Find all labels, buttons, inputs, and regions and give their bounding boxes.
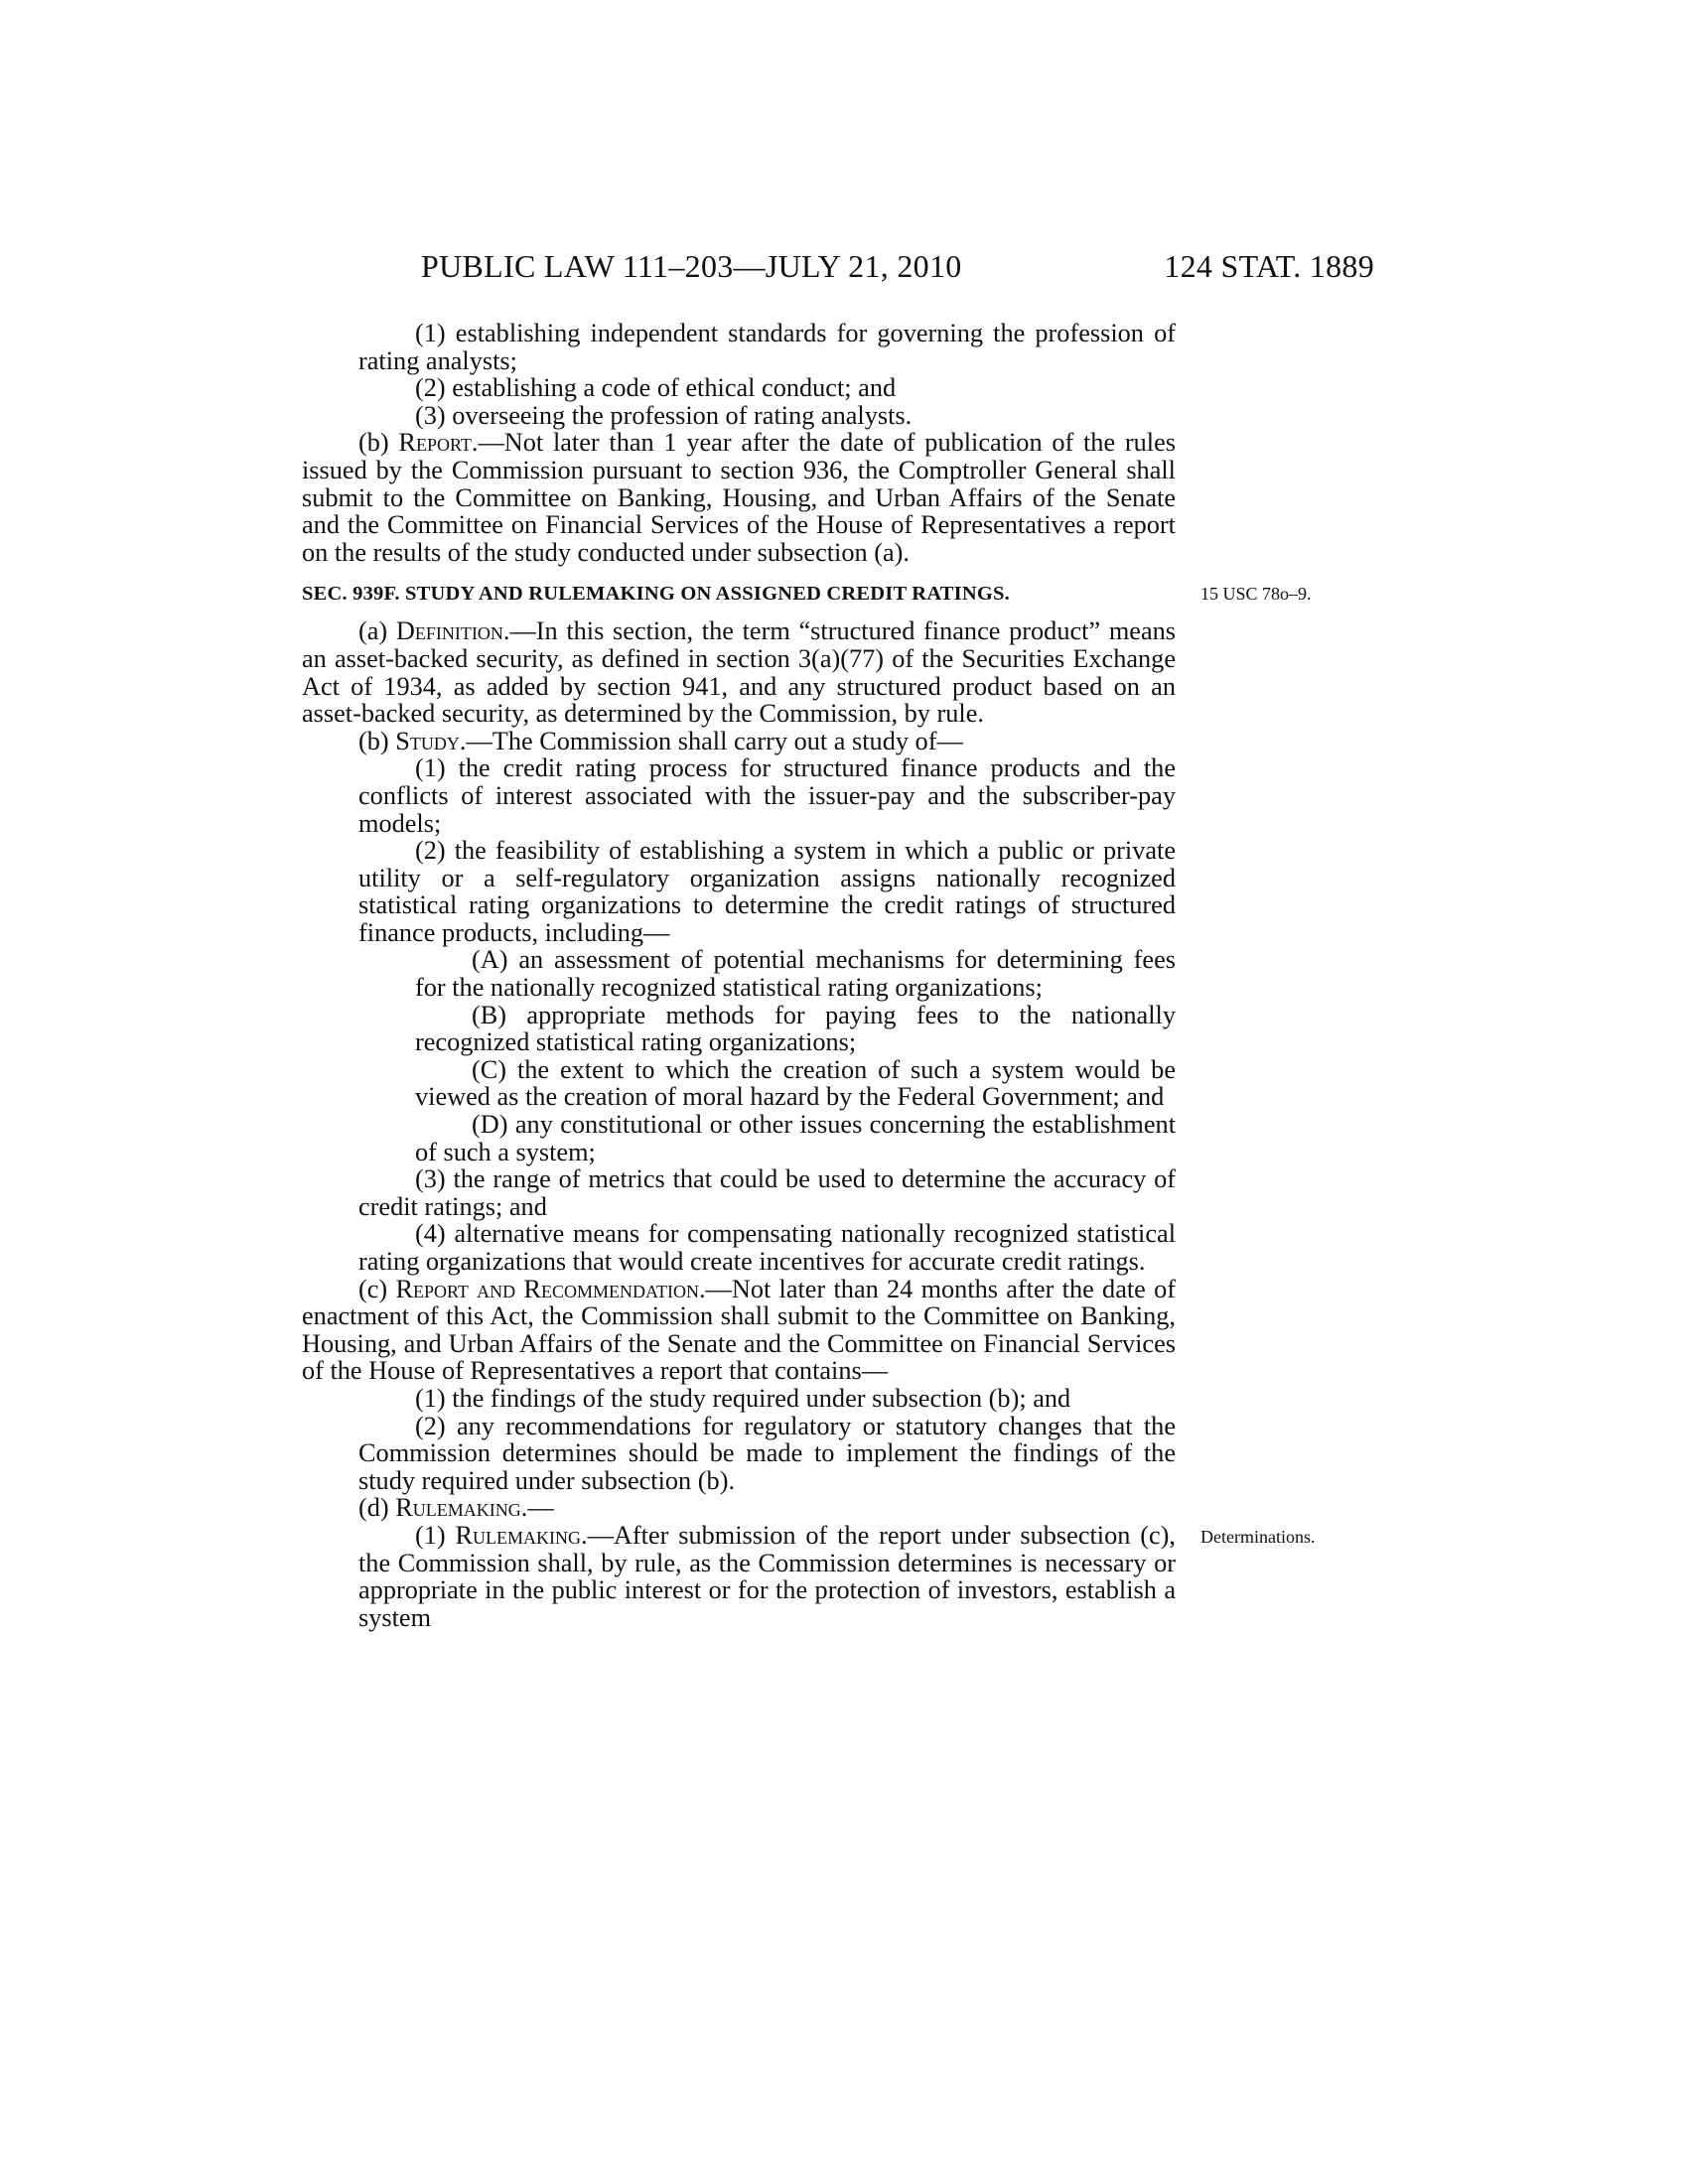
header-stat-page: 124 STAT. 1889: [1164, 248, 1374, 284]
margin-note-citation: 15 USC 78o–9.: [1200, 584, 1312, 605]
paragraph-b1: (1) the credit rating process for structured finance products and the conflicts of interest associated with the issuer-pay and the subscriber-pay models;: [358, 753, 1176, 838]
subsection-a-definition: (a) Definition.—In this section, the term “structured finance product” means an asset-backed security, as defined in section 3(a)(77) of the Securities Exchange Act of 1934, as added by section 941, and any structured product based on an asset-backed security, as determined by the Commission, by rule.: [302, 616, 1176, 729]
subparagraph-b2d: (D) any constitutional or other issues concerning the establishment of such a system;: [415, 1110, 1176, 1166]
margin-note-determinations: Determinations.: [1200, 1526, 1316, 1547]
section-heading: SEC. 939F. STUDY AND RULEMAKING ON ASSIGNED CREDIT RATINGS. 15 USC 78o–9.: [302, 580, 1176, 608]
subsection-d-rulemaking: (d) Rulemaking.—: [358, 1493, 554, 1523]
paragraph-d1-wrapper: [302, 1520, 1316, 1632]
subsection-b-study: (b) Study.—The Commission shall carry out a study of—: [358, 726, 963, 755]
paragraph-d1: (1) Rulemaking.—After submission of the report under subsection (c), the Commission shall, by rule, as the Commission determines is necessary or appropriate in the public interest or for the protection of investors, establish a system: [358, 1520, 1176, 1632]
subsection-c-report: (c) Report and Recommendation.—Not later than 24 months after the date of enactment of this Act, the Commission shall submit to the Committee on Banking, Housing, and Urban Affairs of the Senate and the Committee on Financial Services of the House of Representatives a report that contains—: [302, 1274, 1177, 1386]
paragraph-c1: (1) the findings of the study required under subsection (b); and: [415, 1383, 1071, 1413]
subsection-b-report: (b) Report.—Not later than 1 year after the date of publication of the rules issued by the Commission pursuant to section 936, the Comptroller General shall submit to the Committee on Banking, Housing, and Urban Affairs of the Senate and the Committee on Financial Services of the House of Representatives a report on the results of the study conducted under subsection (a).: [302, 428, 1176, 567]
header-title: PUBLIC LAW 111–203—JULY 21, 2010: [421, 248, 962, 284]
paragraph-b3: (3) the range of metrics that could be used to determine the accuracy of credit ratings; and: [358, 1164, 1176, 1221]
paragraph-b2: (2) the feasibility of establishing a system in which a public or private utility or a self-regulatory organization assigns nationally recognized statistical rating organizations to determine the credit ratings of structured finance products, including—: [358, 836, 1176, 947]
paragraph-2: (2) establishing a code of ethical conduct; and: [415, 373, 897, 403]
paragraph-b4: (4) alternative means for compensating nationally recognized statistical rating organizations that would create incentives for accurate credit ratings.: [358, 1219, 1176, 1276]
subparagraph-b2b: (B) appropriate methods for paying fees to the nationally recognized statistical rating organizations;: [415, 1000, 1176, 1057]
subparagraph-b2a: (A) an assessment of potential mechanisms for determining fees for the nationally recognized statistical rating organizations;: [415, 945, 1176, 1003]
paragraph-3: (3) overseeing the profession of rating analysts.: [415, 400, 913, 430]
subparagraph-b2c: (C) the extent to which the creation of such a system would be viewed as the creation of moral hazard by the Federal Government; and: [415, 1054, 1176, 1112]
document-body: [302, 319, 1316, 1632]
running-header: [421, 248, 1374, 288]
paragraph-1: (1) establishing independent standards for governing the profession of rating analysts;: [358, 319, 1176, 375]
paragraph-c2: (2) any recommendations for regulatory or statutory changes that the Commission determines should be made to implement the findings of the study required under subsection (b).: [358, 1411, 1176, 1495]
